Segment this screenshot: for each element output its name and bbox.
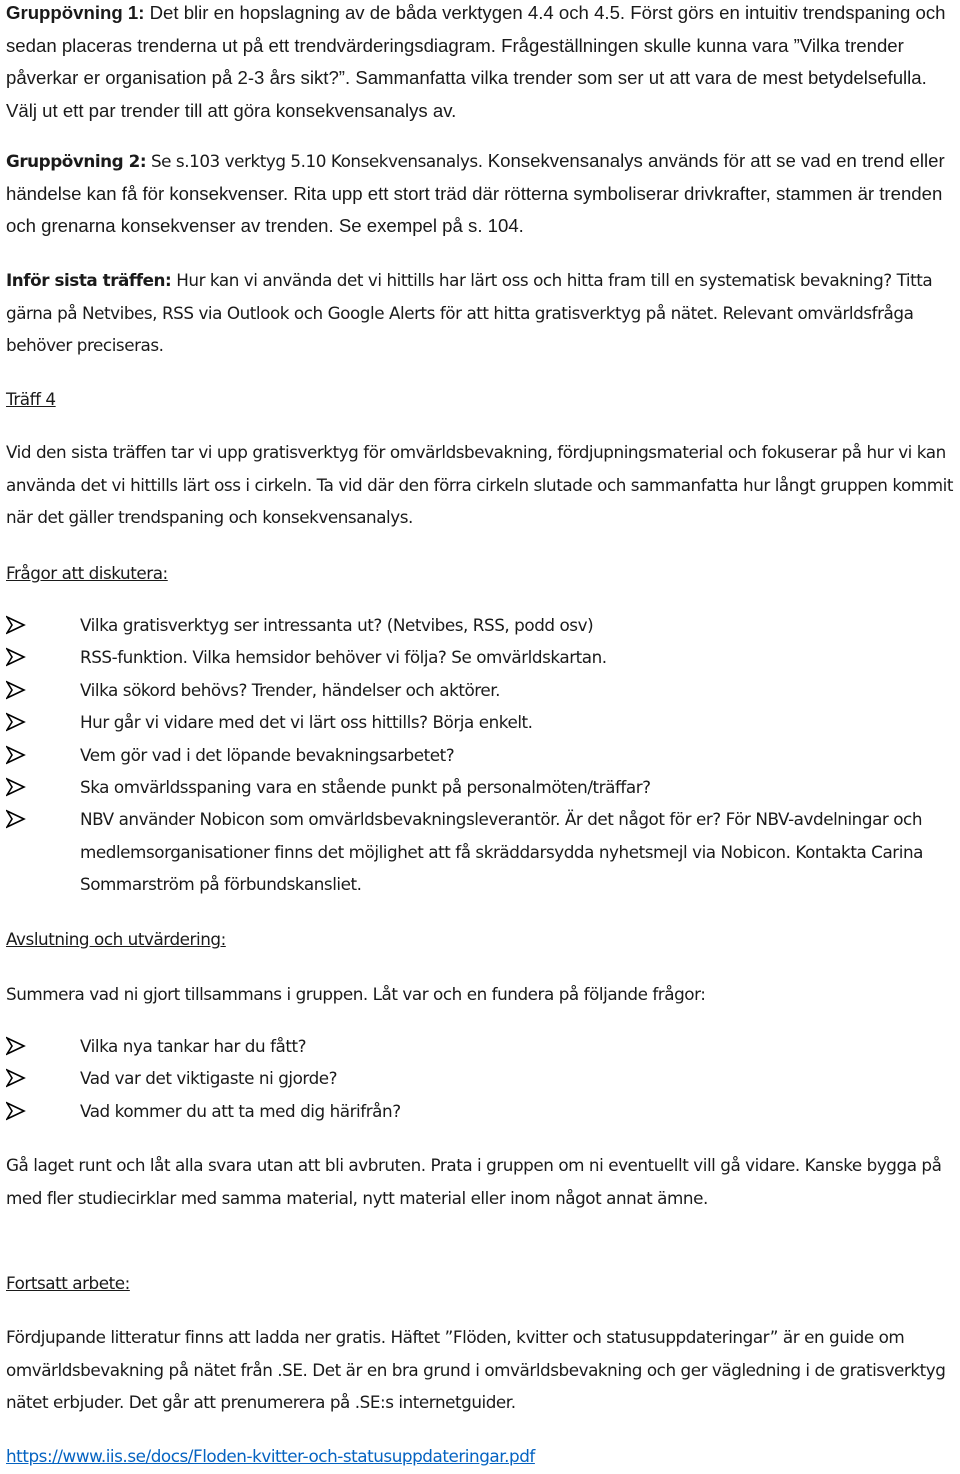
avslutning-heading-text: Avslutning och utvärdering: <box>6 929 226 949</box>
arrow-bullet-icon <box>6 1095 26 1127</box>
list-item <box>6 674 954 706</box>
list-item-text: RSS-funktion. Vilka hemsidor behöver vi följa? Se omvärldskartan. <box>80 647 607 668</box>
list-item <box>6 803 954 900</box>
arrow-bullet-icon <box>6 739 26 771</box>
list-item <box>6 641 954 673</box>
list-item-text: Vad kommer du att ta med dig härifrån? <box>80 1100 401 1121</box>
infor-sista-text: Hur kan vi använda det vi hittills har lärt oss och hitta fram till en systematisk bevakning? Titta gärna på Netvibes, RSS via Outlook och Google Alerts för att hitta gratisverktyg på nätet. Relevant omvärldsfråga behöver preciseras. <box>6 270 933 356</box>
gruppovning-1-text: Det blir en hopslagning av de båda verktygen 4.4 och 4.5. Först görs en intuitiv trendspaning och sedan placeras trenderna ut på ett trendvärderingsdiagram. Frågeställningen skulle kunna vara ”Vilka trender påverkar er organisation på 2-3 års sikt?”. Sammanfatta vilka trender som ser ut att vara de mest betydelsefulla. Välj ut ett par trender till att göra konsekvensanalys av. <box>6 2 946 121</box>
list-item <box>6 1030 954 1062</box>
avslutning-outro: Gå laget runt och låt alla svara utan att bli avbruten. Prata i gruppen om ni eventuellt vill gå vidare. Kanske bygga på med fler studiecirklar med samma material, nytt material eller inom något annat ämne. <box>6 1155 942 1208</box>
infor-sista-paragraph <box>6 264 954 362</box>
list-item <box>6 609 954 641</box>
traff-4-heading: Träff 4 <box>6 389 56 409</box>
fortsatt-text: Fördjupande litteratur finns att ladda ner gratis. Häftet ”Flöden, kvitter och statusuppdateringar” är en guide om omvärldsbevakning på nätet från .SE. Det är en bra grund i omvärldsbevakning och ger vägledning i de gratisverktyg nätet erbjuder. Det går att prenumerera på .SE:s internetguider. <box>6 1327 946 1413</box>
list-item <box>6 1062 954 1094</box>
list-item-text: Vilka gratisverktyg ser intressanta ut? (Netvibes, RSS, podd osv) <box>80 615 594 635</box>
fortsatt-heading: Fortsatt arbete: <box>6 1273 130 1293</box>
avslutning-list <box>6 1030 954 1127</box>
gruppovning-1-label: Gruppövning 1: <box>6 2 145 23</box>
list-item <box>6 706 954 738</box>
list-item-text: NBV använder Nobicon som omvärldsbevakningsleverantör. Är det något för er? För NBV-avdelningar och medlemsorganisationer finns det möjlighet att få skräddarsydda nyhetsmejl via Nobicon. Kontakta Carina Sommarström på förbundskansliet. <box>80 809 923 895</box>
arrow-bullet-icon <box>6 1030 26 1062</box>
avslutning-intro: Summera vad ni gjort tillsammans i gruppen. Låt var och en fundera på följande frågor: <box>6 984 706 1004</box>
arrow-bullet-icon <box>6 803 26 835</box>
gruppovning-2-text-a: Se s.103 verktyg 5.10 Konsekvensanalys. <box>146 151 483 171</box>
list-item-text: Hur går vi vidare med det vi lärt oss hittills? Börja enkelt. <box>80 712 533 733</box>
gruppovning-2-text-b: Konsekvensanalys används för att se vad en trend eller händelse kan få för konsekvenser. Rita upp ett stort träd där rötterna symboliserar drivkrafter, stammen är trenden och grenarna konsekvenser av trenden. Se exempel på s. 104. <box>6 150 945 237</box>
avslutning-heading <box>6 923 954 955</box>
list-item-text: Vilka sökord behövs? Trender, händelser och aktörer. <box>80 679 501 700</box>
arrow-bullet-icon <box>6 1062 26 1094</box>
list-item <box>6 739 954 771</box>
list-item-text: Vem gör vad i det löpande bevakningsarbetet? <box>80 744 455 765</box>
gruppovning-1-paragraph <box>6 0 954 127</box>
gruppovning-2-label: Gruppövning 2: <box>6 151 147 171</box>
arrow-bullet-icon <box>6 706 26 738</box>
infor-sista-label: Inför sista träffen: <box>6 270 172 290</box>
list-item-text: Vilka nya tankar har du fått? <box>80 1036 307 1056</box>
list-item <box>6 771 954 803</box>
fortsatt-link-paragraph <box>6 1440 954 1473</box>
arrow-bullet-icon <box>6 641 26 673</box>
arrow-bullet-icon <box>6 771 26 803</box>
fragor-heading: Frågor att diskutera: <box>6 563 168 583</box>
list-item-text: Vad var det viktigaste ni gjorde? <box>80 1068 338 1089</box>
list-item-text: Ska omvärldsspaning vara en stående punkt på personalmöten/träffar? <box>80 777 651 798</box>
traff-4-intro: Vid den sista träffen tar vi upp gratisverktyg för omvärldsbevakning, fördjupningsmaterial och fokuserar på hur vi kan använda det vi hittills lärt oss i cirkeln. Ta vid där den förra cirkeln slutade och sammanfatta hur långt gruppen kommit när det gäller trendspaning och konsekvensanalys. <box>6 442 953 528</box>
list-item <box>6 1095 954 1127</box>
pdf-link[interactable]: https://www.iis.se/docs/Floden-kvitter-och-statusuppdateringar.pdf <box>6 1446 535 1466</box>
arrow-bullet-icon <box>6 674 26 706</box>
arrow-bullet-icon <box>6 609 26 641</box>
fragor-list <box>6 609 954 901</box>
gruppovning-2-paragraph <box>6 145 954 243</box>
